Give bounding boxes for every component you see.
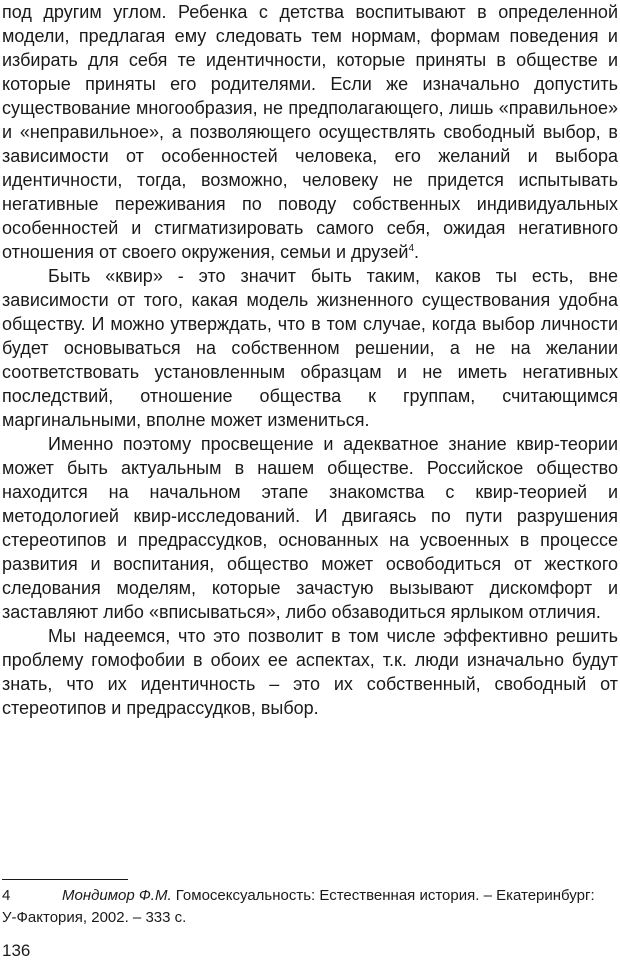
paragraph-4: Мы надеемся, что это позволит в том числе эффективно решить проблему гомофобии в обоих ее аспектах, т.к. люди изначально будут знать, что их идентичность – это их собственный, свободный от стереотипов и предрассудков, выбор. <box>2 626 618 718</box>
footnote-reference: 4 <box>408 243 414 254</box>
paragraph-1-text: под другим углом. Ребенка с детства воспитывают в определенной модели, предлагая ему следовать тем нормам, формам поведения и избирать для себя те идентичности, которые приняты в обществе и которые приняты его родителями. Если же изначально допустить существование многообразия, не предполагающего, лишь «правильное» и «неправильное», а позволяющего осуществлять свободный выбор, в зависимости от особенностей человека, его желаний и выбора идентичности, тогда, возможно, человеку не придется испытывать негативные переживания по поводу собственных индивидуальных особенностей и стигматизировать самого себя, ожидая негативного отношения от своего окружения, семьи и друзей <box>2 2 618 262</box>
footnote-author: Мондимор Ф.М. <box>62 887 172 904</box>
paragraph-2: Быть «квир» - это значит быть таким, каков ты есть, вне зависимости от того, какая модель жизненного существования удобна обществу. И можно утверждать, что в том случае, когда выбор личности будет основываться на собственном решении, а не на желании соответствовать установленным образцам и не иметь негативных последствий, отношение общества к группам, считающимся маргинальными, вполне может измениться. <box>2 266 618 430</box>
page-number: 136 <box>2 941 31 960</box>
footnote-divider <box>2 879 128 880</box>
footnote <box>2 885 608 929</box>
body-text <box>2 0 618 720</box>
footnote-text: Гомосексуальность: Естественная история. – Екатеринбург: У-Фактория, 2002. – 333 с. <box>2 887 595 926</box>
paragraph-3: Именно поэтому просвещение и адекватное знание квир-теории может быть актуальным в нашем обществе. Российское общество находится на начальном этапе знакомства с квир-теорией и методологией квир-исследований. И двигаясь по пути разрушения стереотипов и предрассудков, основанных на усвоенных в процессе развития и воспитания, общество может освободиться от жесткого следования моделям, которые зачастую вызывают дискомфорт и заставляют либо «вписываться», либо обзаводиться ярлыком отличия. <box>2 434 618 622</box>
footnote-number: 4 <box>2 887 11 904</box>
paragraph-1: под другим углом. Ребенка с детства воспитывают в определенной модели, предлагая ему следовать тем нормам, формам поведения и избирать для себя те идентичности, которые приняты в обществе и которые приняты его родителями. Если же изначально допустить существование многообразия, не предполагающего, лишь «правильное» и «неправильное», а позволяющего осуществлять свободный выбор, в зависимости от особенностей человека, его желаний и выбора идентичности, тогда, возможно, человеку не придется испытывать негативные переживания по поводу собственных индивидуальных особенностей и стигматизировать самого себя, ожидая негативного отношения от своего окружения, семьи и друзей$^4$. <box>2 2 618 262</box>
